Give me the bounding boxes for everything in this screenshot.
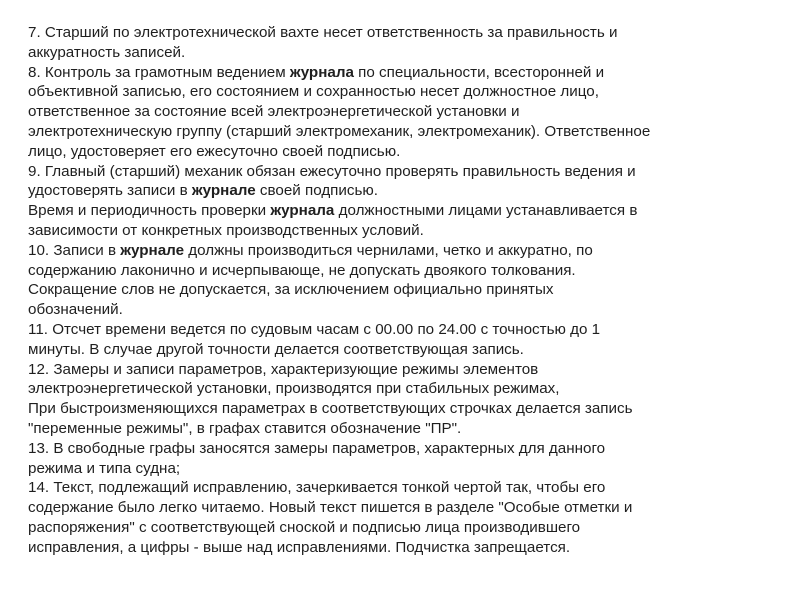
text-line: Время и периодичность проверки журнала должностными лицами устанавливается в [28, 202, 638, 220]
text-line: электротехническую группу (старший электромеханик, электромеханик). Ответственное [28, 122, 651, 140]
text-line: Сокращение слов не допускается, за исключением официально принятых [28, 281, 554, 299]
text-line: минуты. В случае другой точности делается соответствующая запись. [28, 340, 524, 358]
text-line: 10. Записи в журнале должны производиться чернилами, четко и аккуратно, по [28, 241, 593, 259]
text-line: режима и типа судна; [28, 459, 181, 477]
text-line: ответственное за состояние всей электроэнергетической установки и [28, 103, 520, 121]
emphasis-word: журнале [120, 241, 185, 259]
text-line: удостоверять записи в журнале своей подписью. [28, 182, 379, 200]
text-line: 13. В свободные графы заносятся замеры параметров, характерных для данного [28, 439, 606, 457]
text-line: электроэнергетической установки, производятся при стабильных режимах, [28, 380, 560, 398]
text-line: лицо, удостоверяет его ежесуточно своей подписью. [28, 142, 401, 160]
text-line: исправления, а цифры - выше над исправлениями. Подчистка запрещается. [28, 538, 571, 556]
document-body [28, 23, 788, 558]
text-line: объективной записью, его состоянием и сохранностью несет должностное лицо, [28, 83, 599, 101]
emphasis-word: журнале [191, 182, 256, 200]
text-line: содержание было легко читаемо. Новый текст пишется в разделе "Особые отметки и [28, 499, 633, 517]
text-line: 9. Главный (старший) механик обязан ежесуточно проверять правильность ведения и [28, 162, 636, 180]
text-line: содержанию лаконично и исчерпывающе, не допускать двоякого толкования. [28, 261, 576, 279]
text-line: При быстроизменяющихся параметрах в соответствующих строчках делается запись [28, 400, 633, 418]
text-line: обозначений. [28, 301, 123, 319]
text-line: 12. Замеры и записи параметров, характеризующие режимы элементов [28, 360, 539, 378]
emphasis-word: журнала [270, 202, 335, 220]
emphasis-word: журнала [289, 63, 354, 81]
text-line: распоряжения" с соответствующей сноской и подписью лица производившего [28, 518, 581, 536]
text-line: 7. Старший по электротехнической вахте несет ответственность за правильность и [28, 24, 618, 41]
text-line: аккуратность записей. [28, 43, 186, 61]
text-line: зависимости от конкретных производственных условий. [28, 221, 424, 239]
text-line: 8. Контроль за грамотным ведением журнала по специальности, всесторонней и [28, 63, 605, 81]
text-line: "переменные режимы", в графах ставится обозначение "ПР". [28, 419, 462, 437]
text-line: 11. Отсчет времени ведется по судовым часам с 00.00 по 24.00 с точностью до 1 [28, 320, 601, 338]
text-line: 14. Текст, подлежащий исправлению, зачеркивается тонкой чертой так, чтобы его [28, 479, 606, 497]
